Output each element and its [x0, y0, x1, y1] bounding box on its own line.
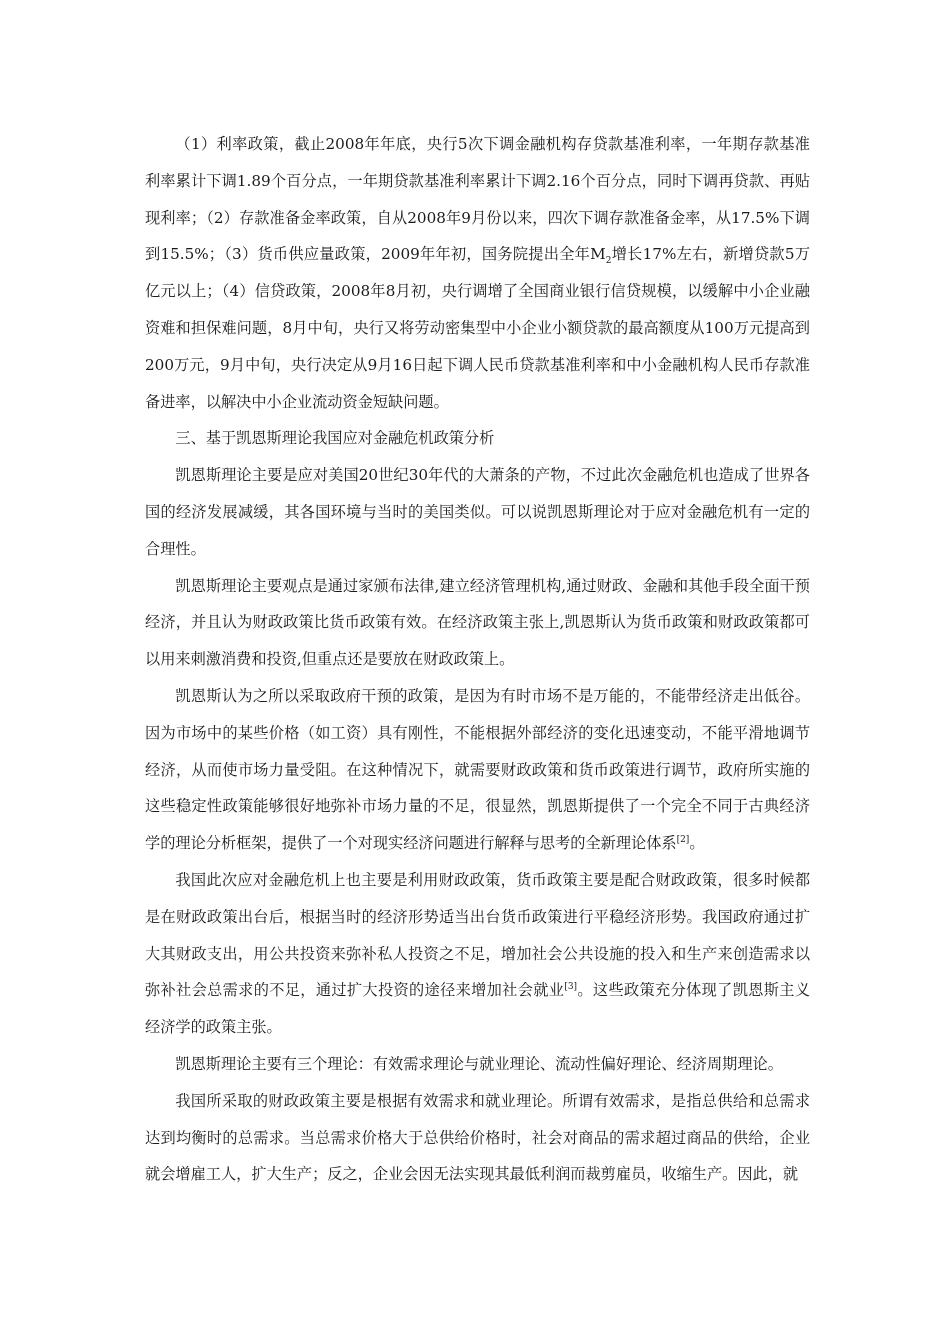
paragraph-three-theories — [145, 1046, 810, 1083]
section-heading: 三、基于凯恩斯理论我国应对金融危机政策分析 — [175, 429, 495, 448]
paragraph-keynes-origin — [145, 457, 810, 567]
text-segment: 凯恩斯理论主要是应对美国20世纪30年代的大萧条的产物，不过此次金融危机也造成了世界各国的经济发展减缓，其各国环境与当时的美国类似。可以说凯恩斯理论对于应对金融危机有一定的合理性。 — [145, 466, 810, 558]
text-segment: 增长17%左右，新增贷款5万亿元以上；（4）信贷政策，2008年8月初，央行调增了全国商业银行信贷规模，以缓解中小企业融资难和担保难问题，8月中旬，央行又将劳动密集型中小企业小额贷款的最高额度从100万元提高到200万元，9月中旬，央行决定从9月16日起下调人民币贷款基准利率和中小金融机构人民币存款准备进率，以解决中小企业流动资金短缺问题。 — [145, 245, 811, 411]
subscript-2: 2 — [605, 256, 612, 267]
text-segment: 我国所采取的财政政策主要是根据有效需求和就业理论。所谓有效需求，是指总供给和总需求达到均衡时的总需求。当总需求价格大于总供给价格时，社会对商品的需求超过商品的供给，企业就会增雇工人，扩大生产；反之，企业会因无法实现其最低利润而裁剪雇员，收缩生产。因此，就 — [145, 1091, 810, 1184]
text-segment: 。这些政策充分体现了凯恩斯主义经济学的政策主张。 — [145, 981, 811, 1037]
paragraph-monetary-policy — [145, 126, 810, 420]
paragraph-effective-demand — [145, 1083, 810, 1193]
text-segment: 凯恩斯认为之所以采取政府干预的政策，是因为有时市场不是万能的，不能带经济走出低谷。因为市场中的某些价格（如工资）具有刚性，不能根据外部经济的变化迅速变动，不能平滑地调节经济，从而使市场力量受阻。在这种情况下，就需要财政政策和货币政策进行调节，政府所实施的这些稳定性政策能够很好地弥补市场力量的不足，很显然，凯恩斯提供了一个完全不同于古典经济学的理论分析框架，提供了一个对现实经济问题进行解释与思考的全新理论体系 — [145, 686, 810, 853]
text-segment: 凯恩斯理论主要观点是通过家颁布法律,建立经济管理机构,通过财政、金融和其他手段全面干预经济，并且认为财政政策比货币政策有效。在经济政策主张上,凯恩斯认为货币政策和财政政策都可以用来刺激消费和投资,但重点还是要放在财政政策上。 — [145, 576, 810, 669]
paragraph-china-response — [145, 862, 810, 1046]
citation-2: [2] — [676, 835, 690, 846]
text-segment: 凯恩斯理论主要有三个理论：有效需求理论与就业理论、流动性偏好理论、经济周期理论。 — [175, 1054, 783, 1073]
text-segment: 。 — [689, 834, 705, 853]
paragraph-government-intervention — [145, 678, 810, 862]
text-segment: （1）利率政策，截止2008年年底，央行5次下调金融机构存贷款基准利率，一年期存款基准利率累计下调1.89个百分点，一年期贷款基准利率累计下调2.16个百分点，同时下调再贷款、再贴现利率；（2）存款准备金率政策，自从2008年9月份以来，四次下调存款准备金率，从17.5%下调到15.5%；（3）货币供应量政策，2009年年初，国务院提出全年M — [145, 135, 810, 264]
paragraph-keynes-views — [145, 568, 810, 678]
citation-3: [3] — [564, 982, 578, 993]
text-segment: 我国此次应对金融危机上也主要是利用财政政策，货币政策主要是配合财政政策，很多时候都是在财政政策出台后，根据当时的经济形势适当出台货币政策进行平稳经济形势。我国政府通过扩大其财政支出，用公共投资来弥补私人投资之不足，增加社会公共设施的投入和生产来创造需求以弥补社会总需求的不足，通过扩大投资的途径来增加社会就业 — [145, 870, 810, 1000]
